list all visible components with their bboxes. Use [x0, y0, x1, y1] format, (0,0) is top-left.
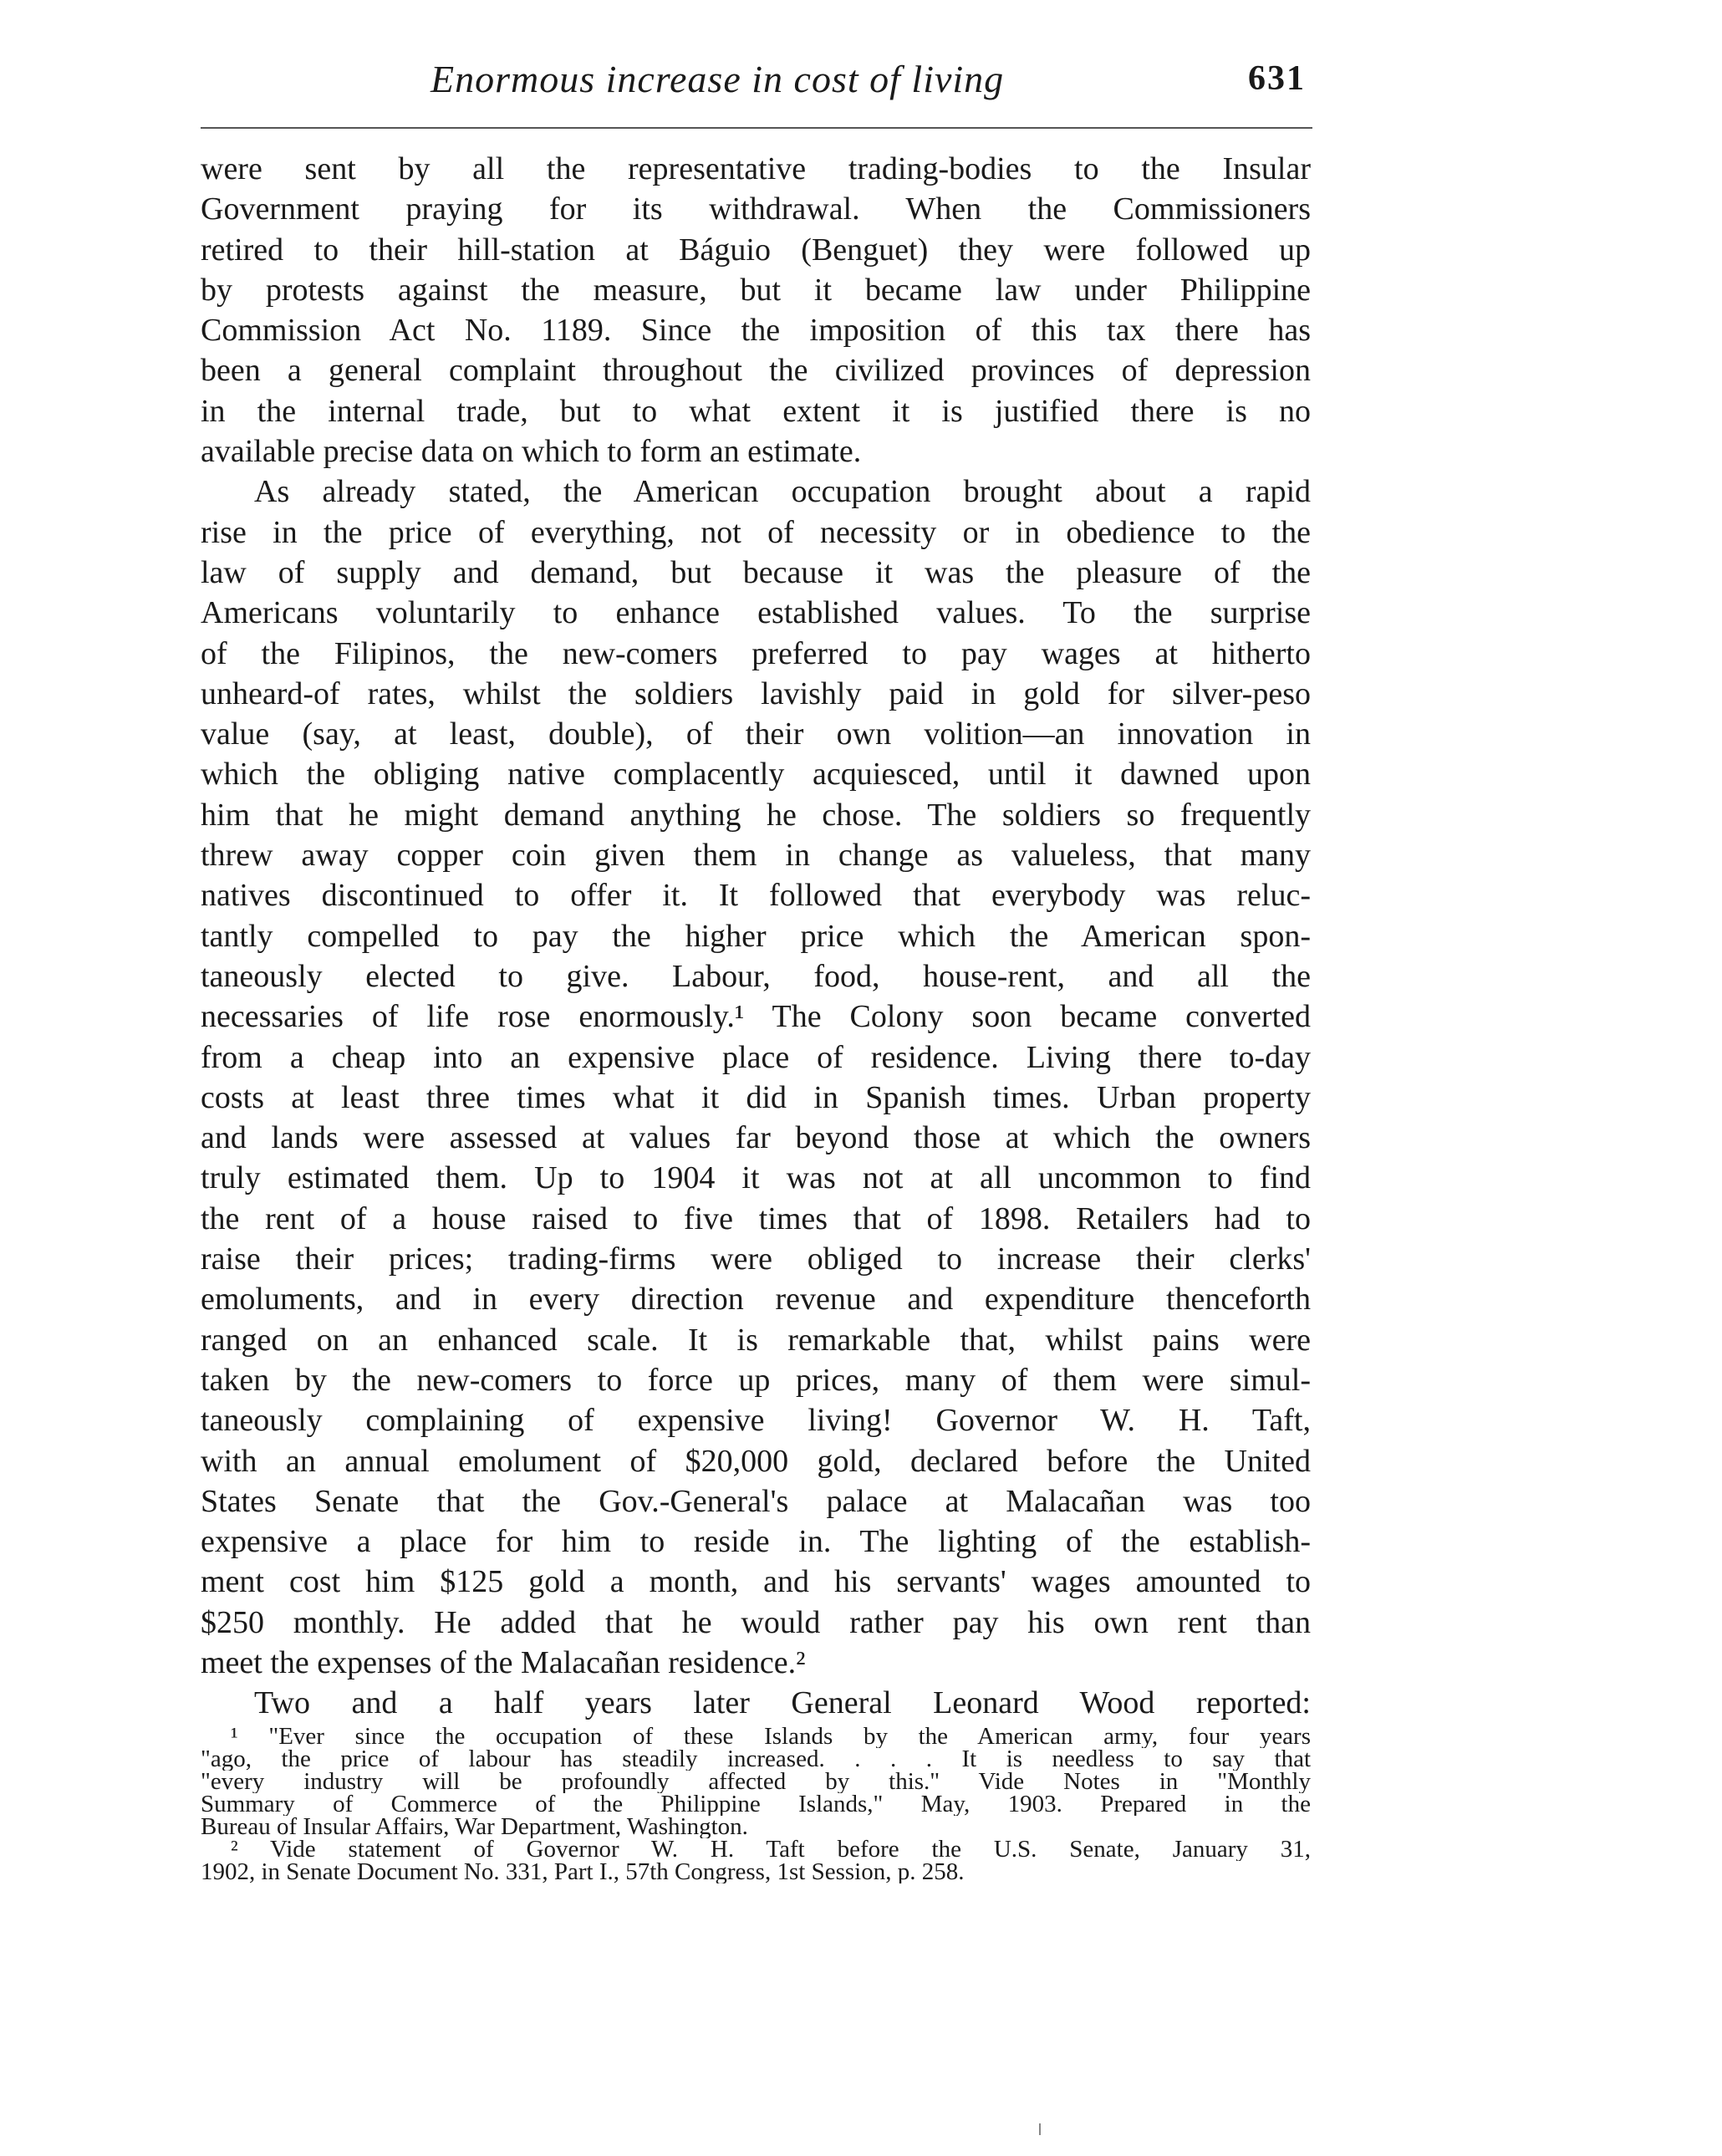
text-line: with an annual emolument of $20,000 gold, declared before the United: [201, 1443, 1311, 1479]
footnote-line: Summary of Commerce of the Philippine Islands," May, 1903. Prepared in the: [201, 1793, 1311, 1816]
text-line: $250 monthly. He added that he would rather pay his own rent than: [201, 1604, 1311, 1640]
footnote-line: ¹ "Ever since the occupation of these Islands by the American army, four years: [231, 1725, 1311, 1748]
text-line: unheard-of rates, whilst the soldiers lavishly paid in gold for silver-peso: [201, 675, 1311, 711]
text-line: taken by the new-comers to force up prices, many of them were simul-: [201, 1362, 1311, 1398]
text-line: Commission Act No. 1189. Since the imposition of this tax there has: [201, 313, 1311, 349]
text-line: expensive a place for him to reside in. The lighting of the establish-: [201, 1524, 1311, 1560]
paragraph-start-line: Two and a half years later General Leonard Wood reported:: [254, 1685, 1311, 1721]
text-line: by protests against the measure, but it became law under Philippine: [201, 272, 1311, 308]
text-line: been a general complaint throughout the civilized provinces of depression: [201, 353, 1311, 389]
text-line: costs at least three times what it did in Spanish times. Urban property: [201, 1079, 1311, 1115]
text-line: in the internal trade, but to what extent it is justified there is no: [201, 393, 1311, 429]
text-line: emoluments, and in every direction revenue and expenditure thenceforth: [201, 1282, 1311, 1318]
text-line: raise their prices; trading-firms were obliged to increase their clerks': [201, 1241, 1311, 1277]
text-line: tantly compelled to pay the higher price which the American spon-: [201, 918, 1311, 954]
text-line: available precise data on which to form an estimate.: [201, 434, 862, 470]
text-line: natives discontinued to offer it. It followed that everybody was reluc-: [201, 878, 1311, 914]
text-line: rise in the price of everything, not of necessity or in obedience to the: [201, 514, 1311, 550]
text-line: which the obliging native complacently acquiesced, until it dawned upon: [201, 757, 1311, 793]
main-text: [201, 149, 1311, 1724]
text-line: were sent by all the representative trading-bodies to the Insular: [201, 151, 1311, 186]
text-line: retired to their hill-station at Báguio (Benguet) they were followed up: [201, 232, 1311, 268]
page-header: [201, 57, 1312, 124]
text-line: necessaries of life rose enormously.¹ The Colony soon became converted: [201, 999, 1311, 1035]
paragraph-start-line: As already stated, the American occupation brought about a rapid: [254, 474, 1311, 510]
text-line: Americans voluntarily to enhance established values. To the surprise: [201, 595, 1311, 631]
text-line: taneously complaining of expensive living! Governor W. H. Taft,: [201, 1403, 1311, 1439]
text-line: him that he might demand anything he chose. The soldiers so frequently: [201, 797, 1311, 833]
footnote-line: "ago, the price of labour has steadily increased. . . . It is needless to say that: [201, 1748, 1311, 1771]
footnote-line: "every industry will be profoundly affected by this." Vide Notes in "Monthly: [201, 1771, 1311, 1793]
paper-speck: [1039, 2123, 1041, 2135]
running-title: Enormous increase in cost of living: [430, 58, 1005, 100]
text-line: the rent of a house raised to five times that of 1898. Retailers had to: [201, 1200, 1311, 1236]
header-rule: [201, 127, 1312, 129]
text-line: States Senate that the Gov.-General's palace at Malacañan was too: [201, 1483, 1311, 1519]
page-number: 631: [1248, 59, 1306, 98]
footnote-line: 1902, in Senate Document No. 331, Part I., 57th Congress, 1st Session, p. 258.: [201, 1861, 965, 1883]
footnote-line: Bureau of Insular Affairs, War Department, Washington.: [201, 1816, 748, 1838]
text-line: of the Filipinos, the new-comers preferred to pay wages at hitherto: [201, 635, 1311, 671]
text-line: truly estimated them. Up to 1904 it was not at all uncommon to find: [201, 1160, 1311, 1196]
text-line: meet the expenses of the Malacañan residence.²: [201, 1644, 806, 1680]
text-line: threw away copper coin given them in change as valueless, that many: [201, 838, 1311, 874]
text-line: Government praying for its withdrawal. When the Commissioners: [201, 191, 1311, 227]
footnote-line: ² Vide statement of Governor W. H. Taft before the U.S. Senate, January 31,: [231, 1838, 1311, 1861]
text-line: ranged on an enhanced scale. It is remarkable that, whilst pains were: [201, 1322, 1311, 1358]
text-line: from a cheap into an expensive place of residence. Living there to-day: [201, 1039, 1311, 1075]
text-line: value (say, at least, double), of their own volition—an innovation in: [201, 716, 1311, 752]
footnotes: [201, 1725, 1311, 1883]
text-line: law of supply and demand, but because it was the pleasure of the: [201, 554, 1311, 590]
text-line: taneously elected to give. Labour, food, house-rent, and all the: [201, 958, 1311, 994]
text-line: ment cost him $125 gold a month, and his servants' wages amounted to: [201, 1564, 1311, 1600]
text-line: and lands were assessed at values far beyond those at which the owners: [201, 1120, 1311, 1156]
